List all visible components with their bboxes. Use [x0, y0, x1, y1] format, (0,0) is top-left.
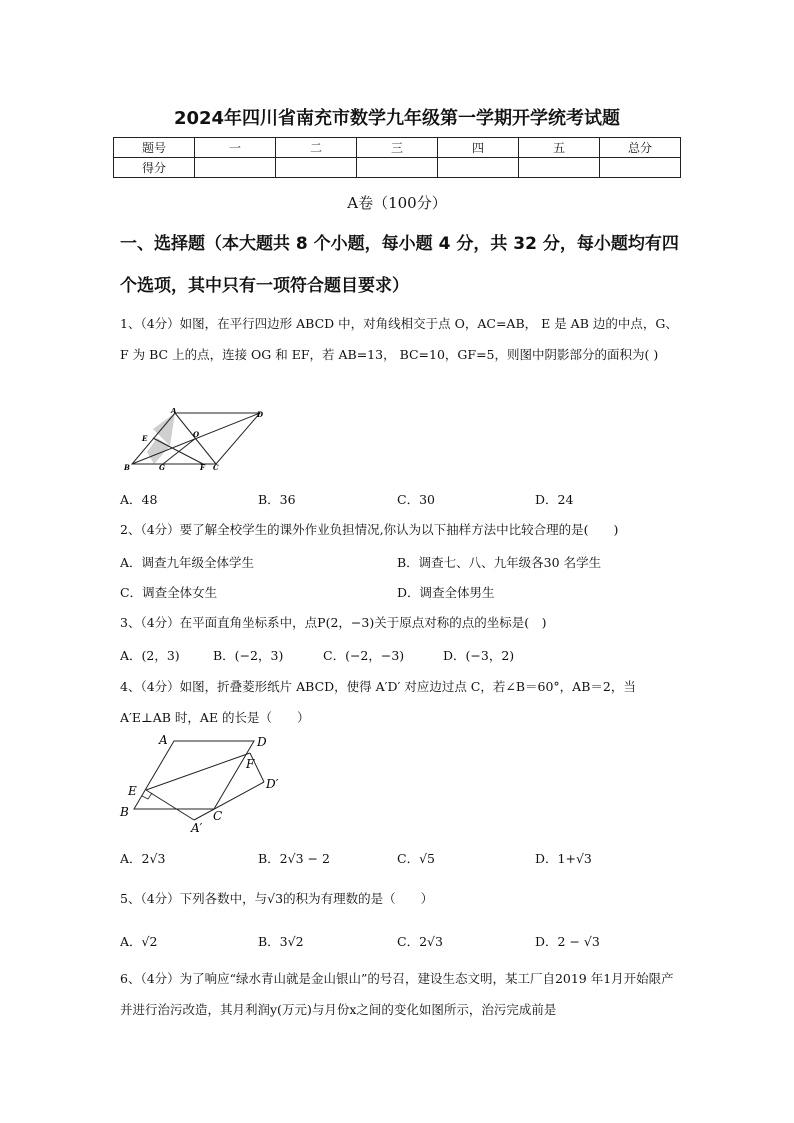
figure-label: B [124, 463, 130, 472]
question-2-options [120, 553, 680, 575]
score-input-cell [438, 158, 519, 178]
segment-ea-prime [146, 790, 194, 820]
figure-label: C [213, 809, 223, 823]
figure-label: A [171, 408, 177, 415]
figure-label: E [142, 434, 148, 443]
option: A．√2 [120, 934, 158, 949]
fold-line-ef [146, 753, 250, 790]
score-cell: 一 [195, 138, 276, 158]
score-input-cell [276, 158, 357, 178]
option: C．30 [397, 492, 435, 507]
score-cell: 三 [357, 138, 438, 158]
figure-label: F [200, 463, 205, 472]
rhombus-abcd [134, 741, 254, 809]
option: D．(−3，2) [443, 648, 515, 663]
question-3-text: 3、（4分）在平面直角坐标系中，点P(2，−3)关于原点对称的点的坐标是( ) [120, 615, 547, 630]
figure-label: A′ [191, 821, 203, 834]
question-4-figure [116, 730, 296, 834]
option: C．调查全体女生 [120, 585, 218, 600]
score-cell: 总分 [600, 138, 681, 158]
option: C．2√3 [397, 934, 443, 949]
question-3-options [120, 646, 680, 668]
option: A．调查九年级全体学生 [120, 555, 255, 570]
score-cell: 二 [276, 138, 357, 158]
question-4-options [120, 849, 680, 871]
option: A．(2，3) [120, 648, 180, 663]
figure-label: F [246, 757, 255, 771]
option: D．24 [535, 492, 574, 507]
option: A．48 [120, 492, 158, 507]
option: B．3√2 [258, 934, 304, 949]
question-4-text: 4、（4分）如图，折叠菱形纸片 ABCD，使得 A′D′ 对应边过点 C，若∠B＝60°，AB＝2，当 A′E⊥AB 时，AE 的长是（ ） [120, 679, 636, 725]
option: D．调查全体男生 [397, 585, 495, 600]
score-cell: 题号 [114, 138, 195, 158]
question-5-text: 5、（4分）下列各数中，与√3的积为有理数的是（ ） [120, 891, 434, 906]
figure-label: D′ [266, 777, 279, 791]
figure-label: C [213, 463, 219, 472]
section-a-title: A卷（100分） [347, 194, 447, 212]
option: D．2 − √3 [535, 934, 600, 949]
segment-a-prime-d-prime [194, 782, 264, 820]
figure-label: G [159, 463, 165, 472]
question-2-text: 2、（4分）要了解全校学生的课外作业负担情况,你认为以下抽样方法中比较合理的是( ) [120, 522, 619, 537]
score-table [113, 137, 681, 178]
option: A．2√3 [120, 851, 166, 866]
option: B．调查七、八、九年级各30 名学生 [397, 555, 602, 570]
figure-label: D [257, 410, 264, 419]
figure-label: D [257, 735, 267, 749]
figure-label: B [120, 805, 129, 819]
figure-label: A [159, 733, 168, 747]
option: B．36 [258, 492, 296, 507]
score-input-cell [357, 158, 438, 178]
page-title: 2024年四川省南充市数学九年级第一学期开学统考试题 [173, 108, 621, 129]
score-input-cell [600, 158, 681, 178]
question-1-options [120, 490, 680, 512]
figure-label: O [193, 430, 200, 439]
option: D．1+√3 [535, 851, 592, 866]
score-input-cell [519, 158, 600, 178]
question-1-text: 1、（4分）如图，在平行四边形 ABCD 中，对角线相交于点 O，AC=AB， E 是 AB 边的中点，G、F 为 BC 上的点，连接 OG 和 EF，若 AB=13， BC=10，GF=5，则图中阴影部分的面积为( ) [120, 316, 678, 362]
right-angle-mark [142, 793, 152, 799]
score-cell: 五 [519, 138, 600, 158]
figure-label: E [128, 784, 137, 798]
option: B．2√3 − 2 [258, 851, 330, 866]
part1-heading: 一、选择题（本大题共 8 个小题，每小题 4 分，共 32 分，每小题均有四个选项，其中只有一项符合题目要求） [120, 234, 679, 296]
question-6-text: 6、（4分）为了响应“绿水青山就是金山银山”的号召，建设生态文明，某工厂自2019 年1月开始限产并进行治污改造，其月利润y(万元)与月份x之间的变化如图所示，治污完成前是 [120, 971, 674, 1017]
option: C．(−2，−3) [323, 648, 405, 663]
score-table-header-row [114, 138, 681, 158]
score-cell: 得分 [114, 158, 195, 178]
score-cell: 四 [438, 138, 519, 158]
question-5-options [120, 932, 680, 954]
score-table-score-row [114, 158, 681, 178]
question-2-options [120, 583, 680, 605]
question-1-figure [120, 408, 268, 474]
option: B．(−2，3) [213, 648, 284, 663]
score-input-cell [195, 158, 276, 178]
option: C．√5 [397, 851, 435, 866]
